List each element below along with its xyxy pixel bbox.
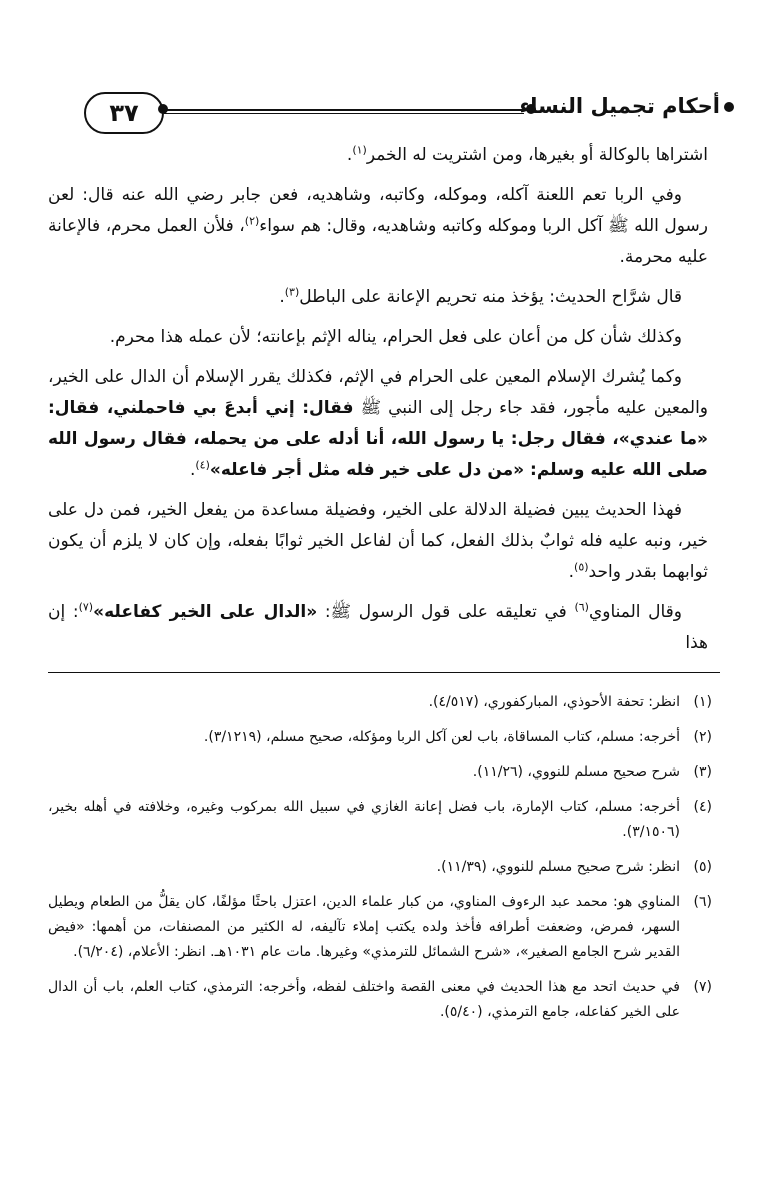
- footnote-separator: [48, 672, 720, 673]
- footnote-ref[interactable]: (٢): [244, 214, 260, 228]
- paragraph: اشتراها بالوكالة أو بغيرها، ومن اشتريت له الخمر$^{(١)}$.: [346, 143, 708, 165]
- footnote: [48, 725, 712, 750]
- page-number: ٣٧: [84, 92, 164, 134]
- footnote-number: (٢): [693, 729, 712, 745]
- footnote-text: المناوي هو: محمد عبد الرءوف المناوي، من كبار علماء الدين، اعتزل باحثًا مؤلفًا، كان يقلُّ من الطعام ويطيل السهر، فمرض، وضعفت أطرافه فأخذ ولده يكتب إملاء تآليفه، له الكثير من المصنفات، من أهمها: «فيض القدير شرح الجامع الصغير»، «شرح الشمائل للترمذي» وغيرها. مات عام ١٠٣١هـ. انظر: الأعلام، (٦/٢٠٤).: [48, 894, 680, 960]
- header-rule: [164, 109, 524, 114]
- footnote-ref[interactable]: (٦): [574, 600, 589, 614]
- footnote-text: أخرجه: مسلم، كتاب المساقاة، باب لعن آكل الربا ومؤكله، صحيح مسلم، (٣/١٢١٩).: [203, 729, 680, 745]
- hadith-quote: فقال: إني أبدعَ بي فاحملني، فقال: «ما عندي»، فقال رجل: يا رسول الله، أنا أدله على من يحمله، فقال رسول الله صلى الله عليه وسلم: «من دل على خير فله مثل أجر فاعله»: [48, 398, 708, 480]
- paragraph: [48, 322, 708, 353]
- footnotes: [48, 690, 712, 1035]
- paragraph-text: وقال المناوي: [588, 602, 683, 622]
- footnote: [48, 975, 712, 1025]
- paragraph-text: : إن هذا: [48, 602, 708, 653]
- paragraph-text: اشتراها بالوكالة أو بغيرها، ومن اشتريت له الخمر: [366, 145, 708, 165]
- footnote-number: (٧): [693, 979, 712, 995]
- footnote: [48, 855, 712, 880]
- footnote-ref[interactable]: (٤): [195, 458, 210, 472]
- footnote-number: (٤): [693, 799, 712, 815]
- footnote: [48, 890, 712, 965]
- footnote: [48, 795, 712, 845]
- footnote-text: أخرجه: مسلم، كتاب الإمارة، باب فضل إعانة الغازي في سبيل الله بمركوب وغيره، وخلافته في أهله بخير، (٣/١٥٠٦).: [48, 799, 680, 840]
- paragraph-text: وكذلك شأن كل من أعان على فعل الحرام، يناله الإثم بإعانته؛ لأن عمله هذا محرم.: [109, 327, 682, 347]
- footnote-ref[interactable]: (٥): [574, 560, 589, 574]
- paragraph-text: ، فلأن العمل محرم، فالإعانة عليه محرمة.: [48, 216, 708, 267]
- footnote: [48, 760, 712, 785]
- header-dot: [724, 102, 734, 112]
- footnote-ref[interactable]: (٣): [284, 285, 300, 299]
- footnote: [48, 690, 712, 715]
- paragraph-text: فهذا الحديث يبين فضيلة الدلالة على الخير، وفضيلة مساعدة من يفعل الخير، فمن دل على خير، ونبه عليه فله ثوابٌ بذلك الفعل، كما أن لفاعل الخير ثوابًا بفعله، وإن كان لا يلزم أن يكون ثوابهما بقدر واحد: [48, 500, 708, 582]
- paragraph: فهذا الحديث يبين فضيلة الدلالة على الخير، وفضيلة مساعدة من يفعل الخير، فمن دل على خير، ونبه عليه فله ثوابٌ بذلك الفعل، كما أن لفاعل الخير ثوابًا بفعله، وإن كان لا يلزم أن يكون ثوابهما بقدر واحد$^{(٥)}$.: [48, 500, 708, 582]
- footnote-ref[interactable]: (١): [352, 143, 367, 157]
- footnote-text: انظر: شرح صحيح مسلم للنووي، (١١/٣٩).: [436, 859, 680, 875]
- paragraph: وكما يُشرك الإسلام المعين على الحرام في الإثم، فكذلك يقرر الإسلام أن الدال على الخير، والمعين عليه مأجور، فقد جاء رجل إلى النبي ﷺ فقال: إني أبدعَ بي فاحملني، فقال: «ما عندي»، فقال رجل: يا رسول الله، أنا أدله على من يحمله، فقال رسول الله صلى الله عليه وسلم: «من دل على خير فله مثل أجر فاعله»$^{(٤)}$.: [48, 367, 709, 480]
- paragraph-text: وفي الربا تعم اللعنة آكله، وموكله، وكاتبه، وشاهديه، فعن جابر رضي الله عنه قال: لعن رسول الله ﷺ آكل الربا وموكله وكاتبه وشاهديه، وقال: هم سواء: [48, 185, 708, 236]
- running-title: أحكام تجميل النساء: [519, 94, 720, 118]
- footnote-text: شرح صحيح مسلم للنووي، (١١/٢٦).: [472, 764, 680, 780]
- footnote-number: (٥): [693, 859, 712, 875]
- paragraph: قال شرَّاح الحديث: يؤخذ منه تحريم الإعانة على الباطل$^{(٣)}$.: [279, 285, 682, 307]
- footnote-text: انظر: تحفة الأحوذي، المباركفوري، (٤/٥١٧).: [428, 694, 680, 710]
- footnote-number: (٣): [693, 764, 712, 780]
- paragraph-text: وكما يُشرك الإسلام المعين على الحرام في الإثم، فكذلك يقرر الإسلام أن الدال على الخير، والمعين عليه مأجور، فقد جاء رجل إلى النبي ﷺ: [48, 367, 709, 418]
- hadith-quote: «الدال على الخير كفاعله»: [93, 602, 318, 622]
- footnote-ref[interactable]: (٧): [78, 600, 94, 614]
- paragraph: [48, 597, 708, 659]
- footnote-text: في حديث اتحد مع هذا الحديث في معنى القصة واختلف لفظه، وأخرجه: الترمذي، كتاب العلم، باب أن الدال على الخير كفاعله، جامع الترمذي، (٥/٤٠).: [48, 979, 680, 1020]
- paragraph-text: قال شرَّاح الحديث: يؤخذ منه تحريم الإعانة على الباطل: [299, 287, 682, 307]
- footnote-number: (١): [693, 694, 712, 710]
- footnote-number: (٦): [693, 894, 712, 910]
- paragraph-text: في تعليقه على قول الرسول ﷺ:: [317, 602, 575, 622]
- page-header: [80, 92, 720, 132]
- main-text: [48, 140, 708, 668]
- paragraph: [48, 180, 708, 273]
